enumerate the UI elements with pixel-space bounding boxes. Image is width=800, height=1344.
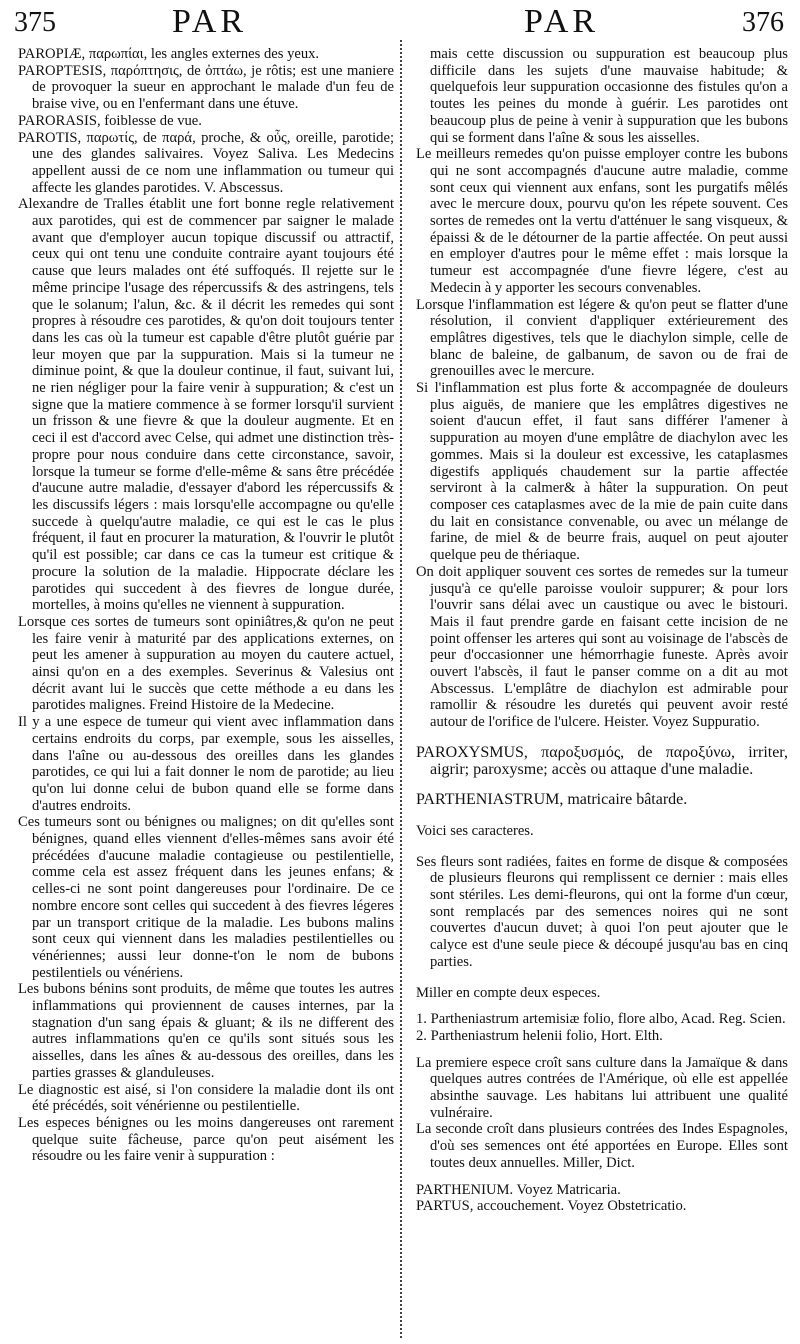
paragraph: Le meilleurs remedes qu'on puisse employer contre les bubons qui ne sont accompagnés d'aucune autre maladie, comme sont ceux qui viennent aux enfans, sont les purgatifs mêlés avec le mercure doux, pourvu qu'on les répete souvent. Ces sortes de remedes ont la vertu d'atténuer le sang visqueux, & épaissi & de le détourner de la partie affectée. On peut aussi en employer d'autres pour le même effet : mais lorsque la tumeur est accompagnée d'une fievre légere, c'est au Medecin à y apporter les secours convenables. — [416, 146, 788, 296]
list-item: 2. Partheniastrum helenii folio, Hort. Elth. — [416, 1027, 663, 1044]
paragraph: mais cette discussion ou suppuration est beaucoup plus difficile dans les sujets d'une mauvaise habitude; & quelquefois leur suppuration occasionne des fistules qu'on a toutes les peines du monde à guérir. Les parotides ont beaucoup plus de peine à venir à suppuration que les bubons qui se forment dans l'aîne & sous les aisselles. — [430, 46, 788, 146]
paragraph: Ses fleurs sont radiées, faites en forme de disque & composées de plusieurs fleurons qui remplissent ce dernier : mais elles sont stériles. Les demi-fleurons, qui ont la forme d'un cœur, sont remplacés par des semences noires qui ne sont couvertes d'aucun duvet; à quoi l'on peut ajouter que le calyce est d'une seule piece & découpé jusqu'au bas en cinq parties. — [416, 853, 788, 970]
page-number-right: 376 — [742, 7, 784, 38]
paragraph: Lorsque ces sortes de tumeurs sont opiniâtres,& qu'on ne peut les faire venir à maturité par des applications externes, on peut les amener à suppuration au moyen du cautere actuel, ainsi qu'on en a des exemples. Severinus & Valesius ont décrit avant lui le succès que cette méthode a eu dans les parotides malignes. Freind Histoire de la Medecine. — [18, 613, 394, 714]
paragraph: Ces tumeurs sont ou bénignes ou malignes; on dit qu'elles sont bénignes, quand elles viennent d'elles-mêmes sans avoir été précédées d'aucune maladie contagieuse ou pestilentielle, comme cela est assez fréquent dans les jeunes enfans; & celles-ci ne sont point dangereuses pour l'ordinaire. De ce nombre encore sont celles qui succedent à des fievres légeres par un transport critique de la maladie. Les bubons malins sont ceux qui viennent dans les maladies pestilentielles ou vénériennes; aussi leur donne-t'on le nom de bubons pestilentiels ou vénériens. — [18, 814, 394, 981]
entry-partheniastrum: PARTHENIASTRUM, matricaire bâtarde. — [416, 791, 688, 809]
left-column — [18, 46, 394, 1165]
paragraph: Il y a une espece de tumeur qui vient avec inflammation dans certains endroits du corps, par exemple, sous les aisselles, dans l'aîne ou au-dessous des oreilles dans les glandes parotides, ce qui lui a fait donner le nom de parotide; au lieu qu'on lui donne celui de bubon quand elle se forme dans d'autres endroits. — [18, 714, 394, 814]
entry-parotis: PAROTIS, παρωτίς, de παρά, proche, & οὖς, oreille, parotide; une des glandes salivaires. Voyez Saliva. Les Medecins appellent aussi de ce nom une inflammation ou tumeur qui affecte les glandes parotides. V. Abscessus. — [18, 129, 394, 196]
paragraph: Miller en compte deux especes. — [416, 984, 601, 1001]
column-divider — [400, 40, 403, 1338]
page-number-left: 375 — [14, 7, 56, 38]
paragraph: La premiere espece croît sans culture dans la Jamaïque & dans quelques autres contrées de l'Amérique, où elle est appellée absinthe sauvage. Les habitans lui attribuent une qualité vulnéraire. — [416, 1054, 788, 1121]
paragraph: Si l'inflammation est plus forte & accompagnée de douleurs plus aiguës, de maniere que les emplâtres digestives ne soient d'aucun effet, il faut sans différer l'amener à suppuration au moyen d'une emplâtre de diachylon avec les gommes. Mais si la douleur est excessive, les cataplasmes digestifs appliqués chaudement sur la partie affectée serviront à la calmer& à hâter la suppuration. On peut composer ces cataplasmes avec de la mie de pain cuite dans du lait en consistance convenable, ou avec un mélange de farine, de miel & de beurre frais, auquel on peut ajouter quelque peu de thériaque. — [416, 380, 788, 564]
paragraph: Voici ses caracteres. — [416, 822, 534, 839]
entry-parthenium: PARTHENIUM. Voyez Matricaria. — [416, 1181, 621, 1198]
running-head-right: PAR — [524, 3, 600, 40]
entry-parorasis: PARORASIS, foiblesse de vue. — [18, 112, 202, 129]
entry-paroptesis: PAROPTESIS, παρόπτησις, de ὀπτάω, je rôtis; est une maniere de provoquer la sueur en approchant le malade d'un feu de braise vive, ou en l'enfermant dans une étuve. — [18, 62, 394, 113]
entry-paropiae: PAROPIÆ, παρωπίαι, les angles externes des yeux. — [18, 46, 320, 62]
list-item: 1. Partheniastrum artemisiæ folio, flore albo, Acad. Reg. Scien. — [416, 1011, 786, 1028]
paragraph: On doit appliquer souvent ces sortes de remedes sur la tumeur jusqu'à ce qu'elle paroisse vouloir suppurer; & pour lors l'ouvrir sans délai avec un caustique ou avec le bistouri. Mais il faut prendre garde en faisant cette incision de ne point offenser les arteres qui sont au voisinage de l'abscès de peur d'occasionner une hémorrhagie funeste. Après avoir ouvert l'abscès, il faut le panser comme on a dit au mot Abscessus. L'emplâtre de diachylon est admirable pour ramollir & résoudre les duretés qui peuvent avoir resté autour de l'orifice de l'ulcere. Heister. Voyez Suppuratio. — [416, 563, 788, 731]
paragraph: Lorsque l'inflammation est légere & qu'on peut se flatter d'une résolution, il convient d'appliquer extérieurement des emplâtres digestives, tels que le diachylon simple, celle de blanc de baleine, de galbanum, de savon ou de frai de grenouilles avec le mercure. — [416, 296, 788, 380]
right-column — [416, 46, 788, 1215]
entry-paroxysmus: PAROXYSMUS, παροξυσμός, de παροξύνω, irriter, aigrir; paroxysme; accès ou attaque d'une maladie. — [416, 743, 788, 778]
paragraph: Les bubons bénins sont produits, de même que toutes les autres inflammations qui proviennent de causes internes, par la stagnation d'un sang épais & gluant; & ils ne different des autres inflammations qu'en ce qu'ils sont situés sous les aisselles, dans les aînes & au-dessous des oreilles, dans les parties grasses & glanduleuses. — [18, 981, 394, 1081]
running-head-left: PAR — [172, 3, 248, 40]
entry-partus: PARTUS, accouchement. Voyez Obstetricatio. — [416, 1198, 687, 1215]
paragraph: La seconde croît dans plusieurs contrées des Indes Espagnoles, d'où ses semences ont été apportées en Europe. Elles sont toutes deux annuelles. Miller, Dict. — [416, 1121, 788, 1171]
paragraph: Alexandre de Tralles établit une fort bonne regle relativement aux parotides, qui est de commencer par saigner le malade avant que d'employer aucun topique discussif ou attractif, ceux qui ont tenu une conduite contraire ayant toujours été cause que leurs malades ont été suffoqués. Il rejette sur le même principe l'usage des répercussifs & des astringens, tels que le solanum; l'alun, &c. & il décrit les remedes qui sont propres à résoudre ces parotides, & qu'on doit toujours tenter dans les cas où la tumeur est capable d'être plutôt guérie par leur moyen que par la suppuration. Mais si la tumeur ne diminue point, & que la douleur continue, il faut, suivant lui, ne rien négliger pour la faire venir à suppuration; & c'est un signe que la matiere commence à se former lorsqu'il survient un frisson & une fievre & que la douleur augmente. Et en ceci il est d'accord avec Celse, qui admet une distinction très-propre pour nous conduire dans cette circonstance, savoir, lorsque la tumeur se forme d'elle-même & sans être précédée d'aucune autre maladie, d'essayer d'abord les répercussifs & les discussifs légers : mais lorsqu'elle accompagne ou qu'elle succede à quelqu'autre maladie, ce qui est le cas le plus fréquent, il faut en procurer la maturation, & l'ouvrir le plutôt qu'il est possible; car dans ce cas la tumeur est critique & procure la solution de la maladie. Hippocrate déclare les parotides qui succedent à des fievres de longue durée, mortelles, à moins qu'elles ne viennent à suppuration. — [18, 196, 394, 614]
paragraph: Le diagnostic est aisé, si l'on considere la maladie dont ils ont été précédés, soit vénérienne ou pestilentielle. — [18, 1081, 394, 1115]
paragraph: Les especes bénignes ou les moins dangereuses ont rarement quelque suite fâcheuse, parce qu'on peut aisément les résoudre ou les faire venir à suppuration : — [18, 1115, 394, 1165]
